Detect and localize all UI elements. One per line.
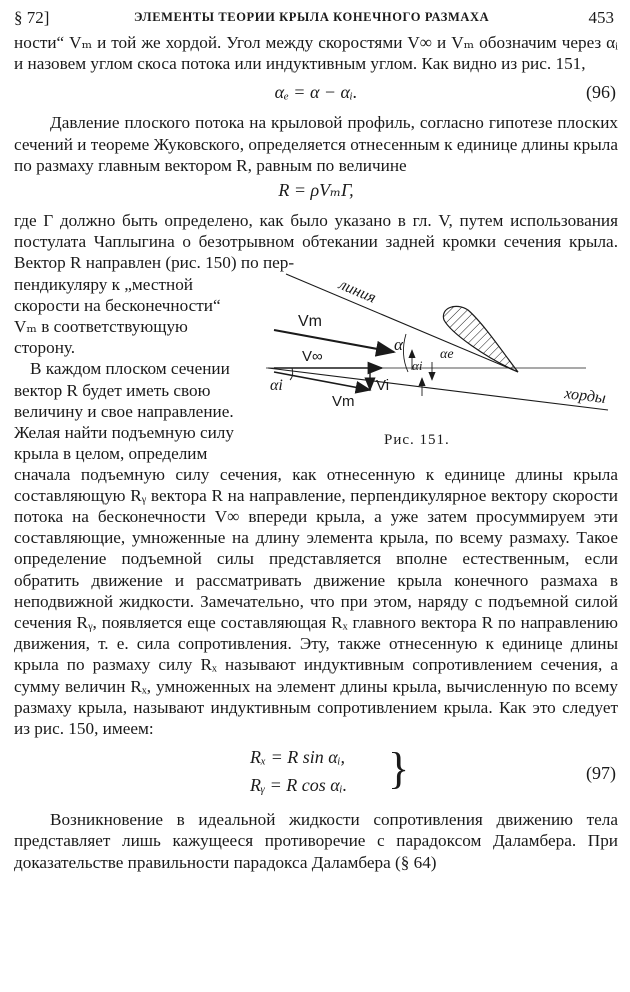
equation-96-number: (96) xyxy=(586,82,616,103)
equation-97-line1: Rₓ = R sin αᵢ, xyxy=(250,747,346,768)
label-alpha-i: αi xyxy=(412,357,423,373)
paragraph-2: Давление плоского потока на крыловой профиль, согласно гипотезе плоских сечений и теореме Жуковского, определяется отнесенным к единице длины крыла по размаху главным вектором R, равным по величине xyxy=(14,113,618,175)
label-alpha: α xyxy=(394,334,403,354)
equation-97-brace: } xyxy=(388,744,410,794)
paragraph-3b: пендикуляру к „местной скорости на бесконечности“ Vₘ в соответствующую сторону. xyxy=(14,274,221,358)
airfoil-profile xyxy=(443,306,518,372)
running-header xyxy=(14,6,618,32)
vm-arrow-top xyxy=(274,330,394,352)
label-khordy: хорды xyxy=(563,384,607,407)
equation-lift-formula: R = ρVₘΓ, xyxy=(278,180,354,201)
figure-151 xyxy=(246,268,618,468)
label-liniya: линия xyxy=(336,275,379,307)
chord-line xyxy=(268,368,608,410)
equation-97-line2: Rᵧ = R cos αᵢ. xyxy=(250,775,348,796)
section-number: § 72] xyxy=(14,8,50,27)
figure-side-text xyxy=(14,274,246,465)
label-vm-bottom: Vm xyxy=(332,392,355,410)
equation-97-number: (97) xyxy=(586,763,616,784)
book-page xyxy=(14,6,618,873)
paragraph-3: где Γ должно быть определено, как было указано в гл. V, путем использования постулата Чаплыгина о безотрывном обтекании задней кромки сечения крыла. Вектор R направлен (рис. 150) по пер- xyxy=(14,211,618,273)
equation-96 xyxy=(14,74,618,112)
equation-lift xyxy=(14,176,618,210)
running-title: ЭЛЕМЕНТЫ ТЕОРИИ КРЫЛА КОНЕЧНОГО РАЗМАХА xyxy=(134,10,490,24)
figure-block xyxy=(14,274,618,464)
paragraph-5: Возникновение в идеальной жидкости сопротивления движению тела представляет лишь кажущееся противоречие с парадоксом Даламбера. При доказательстве правильности парадокса Даламбера (§ 64) xyxy=(14,810,618,872)
figure-caption: Рис. 151. xyxy=(384,431,450,448)
label-vi: Vi xyxy=(376,376,390,394)
paragraph-4a: В каждом плоском сечении вектор R будет иметь свою величину и свое направление. Желая найти подъемную силу крыла в целом, определим xyxy=(14,359,234,464)
equation-97 xyxy=(14,739,618,809)
label-alpha-e: αe xyxy=(440,346,454,362)
page-number: 453 xyxy=(588,8,614,27)
alpha-i-arc-left xyxy=(290,368,293,380)
equation-96-formula: αₑ = α − αᵢ. xyxy=(274,82,358,103)
label-alpha-i-left: αi xyxy=(270,376,283,394)
label-vinf: V∞ xyxy=(302,347,323,365)
paragraph-4b: сначала подъемную силу сечения, как отнесенную к единице длины крыла составляющую Rᵧ вектора R на направление, перпендикулярное вектору скорости потока на бесконечности V∞ впереди крыла, а уже затем просуммируем эти составляющие, умноженные на длину элемента крыла, по всему размаху. Такое определение подъемной силы представляется вполне естественным, если обратить движение и рассматривать движение крыла конечного размаха в неподвижной жидкости. Замечательно, что при этом, наряду с подъемной силой сечения Rᵧ, появляется еще составляющая Rₓ главного вектора R по направлению движения, т. е. сила сопротивления. Эту, также отнесенную к единице длины крыла по размаху силу Rₓ называют индуктивным сопротивлением сечения, а сумму величин Rₓ, умноженных на элемент длины крыла, вычисленную по всему размаху крыла, называют индуктивным сопротивлением крыла. Как это следует из рис. 150, имеем: xyxy=(14,464,618,739)
paragraph-1: ности“ Vₘ и той же хордой. Угол между скоростями V∞ и Vₘ обозначим через αᵢ и назовем углом скоса потока или индуктивным углом. Как видно из рис. 151, xyxy=(14,33,618,74)
label-vm-top: Vm xyxy=(298,312,322,330)
alpha-arc xyxy=(403,334,408,372)
